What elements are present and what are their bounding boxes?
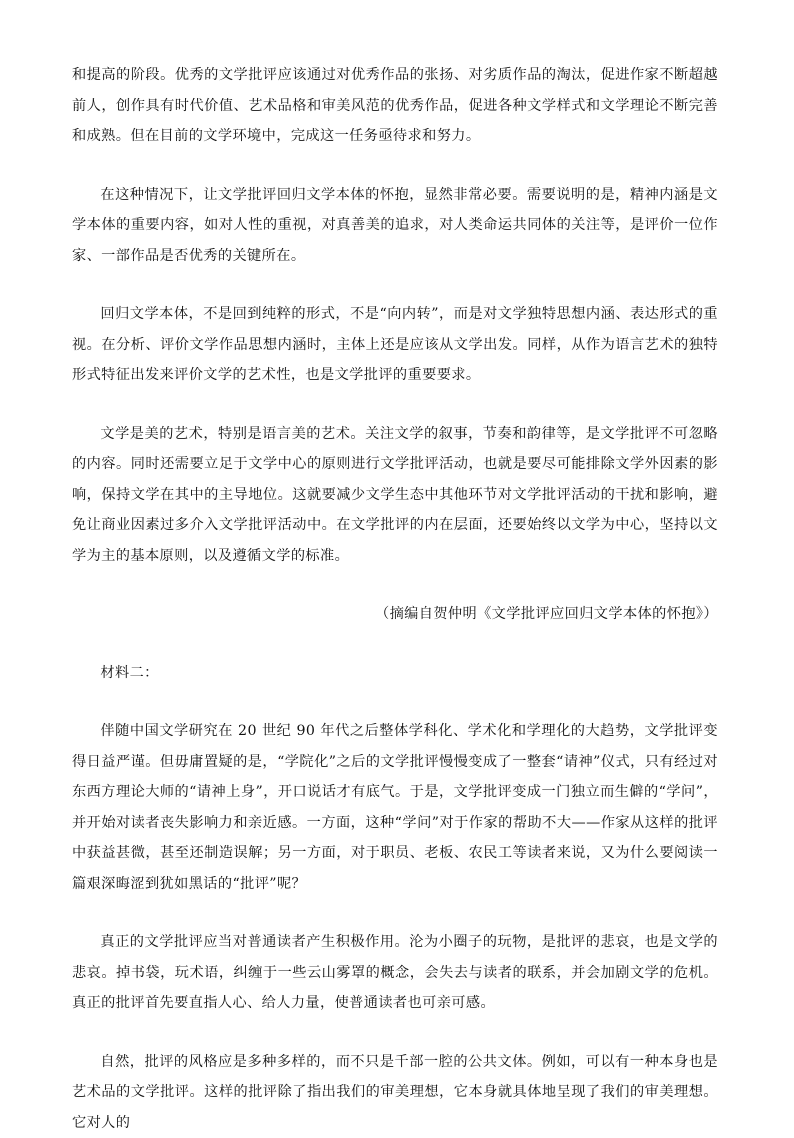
paragraph-gap <box>72 571 718 599</box>
paragraph: 文学是美的艺术，特别是语言美的艺术。关注文学的叙事，节奏和韵律等，是文学批评不可忽略的内容。同时还需要立足于文学中心的原则进行文学批评活动，也就是要尽可能排除文学外因素的影响，保持文学在其中的主导地位。这就要减少文学生态中其他环节对文学批评活动的干扰和影响，避免让商业因素过多介入文学批评活动中。在文学批评的内在层面，还要始终以文学为中心，坚持以文学为主的基本原则，以及遵循文学的标准。 <box>72 419 718 572</box>
paragraph: 真正的文学批评应当对普通读者产生积极作用。沦为小圈子的玩物，是批评的悲哀，也是文学的悲哀。掉书袋，玩术语，纠缠于一些云山雾罩的概念，会失去与读者的联系，并会加剧文学的危机。真正的批评首先要直指人心、给人力量，使普通读者也可亲可感。 <box>72 927 718 1019</box>
paragraph-gap <box>72 152 718 180</box>
paragraph: 回归文学本体，不是回到纯粹的形式，不是“向内转”，而是对文学独特思想内涵、表达形式的重视。在分析、评价文学作品思想内涵时，主体上还是应该从文学出发。同样，从作为语言艺术的独特形式特征出发来评价文学的艺术性，也是文学批评的重要要求。 <box>72 299 718 391</box>
paragraph-gap <box>72 688 718 716</box>
paragraph-gap <box>72 1019 718 1047</box>
paragraph: 在这种情况下，让文学批评回归文学本体的怀抱，显然非常必要。需要说明的是，精神内涵是文学本体的重要内容，如对人性的重视，对真善美的追求，对人类命运共同体的关注等，是评价一位作家、一部作品是否优秀的关键所在。 <box>72 180 718 272</box>
material-heading: 材料二： <box>72 658 718 689</box>
paragraph-gap <box>72 271 718 299</box>
paragraph: 自然，批评的风格应是多种多样的，而不只是千部一腔的公共文体。例如，可以有一种本身也是艺术品的文学批评。这样的批评除了指出我们的审美理想，它本身就具体地呈现了我们的审美理想。它对人的 <box>72 1047 718 1138</box>
document-body <box>72 60 718 1138</box>
paragraph-gap <box>72 899 718 927</box>
paragraph-continuation: 和提高的阶段。优秀的文学批评应该通过对优秀作品的张扬、对劣质作品的淘汰，促进作家不断超越前人，创作具有时代价值、艺术品格和审美风范的优秀作品，促进各种文学样式和文学理论不断完善和成熟。但在目前的文学环境中，完成这一任务亟待求和努力。 <box>72 60 718 152</box>
paragraph-gap <box>72 630 718 658</box>
paragraph: 伴随中国文学研究在 20 世纪 90 年代之后整体学科化、学术化和学理化的大趋势，文学批评变得日益严谨。但毋庸置疑的是，“学院化”之后的文学批评慢慢变成了一整套“请神”仪式，只有经过对东西方理论大师的“请神上身”，开口说话才有底气。于是，文学批评变成一门独立而生僻的“学问”，并开始对读者丧失影响力和亲近感。一方面，这种“学问”对于作家的帮助不大——作家从这样的批评中获益甚微，甚至还制造误解；另一方面，对于职员、老板、农民工等读者来说，又为什么要阅读一篇艰深晦涩到犹如黑话的“批评”呢？ <box>72 716 718 899</box>
paragraph-gap <box>72 391 718 419</box>
source-citation: （摘编自贺仲明《文学批评应回归文学本体的怀抱》） <box>72 599 718 630</box>
